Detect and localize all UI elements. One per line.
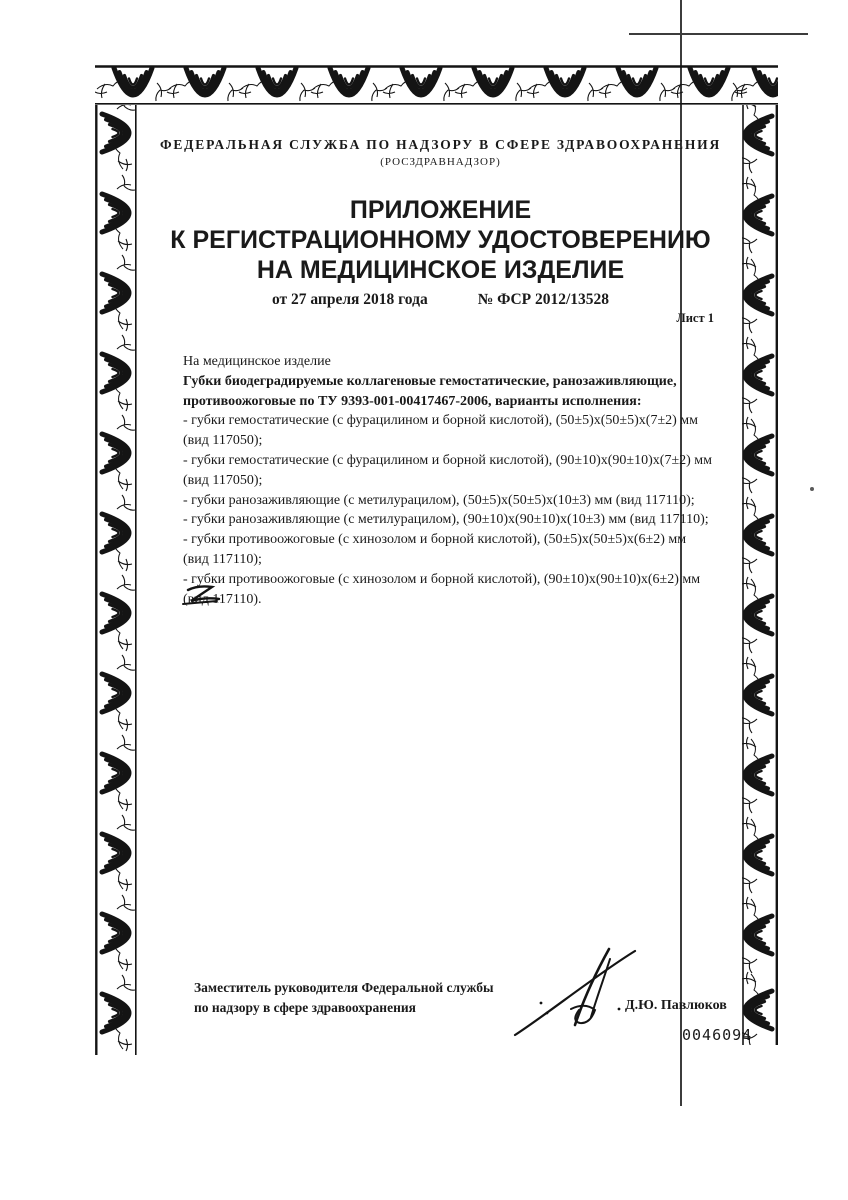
handwritten-signature-icon [511,943,651,1041]
certificate-border-top-icon [95,65,778,105]
form-serial-number: 0046094 [682,1026,753,1044]
issue-row [139,291,742,309]
registration-number: № ФСР 2012/13528 [477,291,610,308]
signer-name: Д.Ю. Павлюков [625,998,727,1013]
certificate-border-right-icon [742,105,778,1045]
device-name-line2: противоожоговые по ТУ 9393-001-00417467-2006, варианты исполнения: [183,393,642,409]
certificate-content [139,105,753,1055]
certificate-ornamental-frame [95,65,778,1055]
issue-date: от 27 апреля 2018 года [271,291,428,308]
document-title-line1: ПРИЛОЖЕНИЕ [349,196,532,224]
signer-title-line1: Заместитель руководителя Федеральной службы [194,980,494,995]
variant-line: - губки ранозаживляющие (с метилурацилом), (90±10)х(90±10)х(10±3) мм (вид 117110); [183,512,709,528]
variant-line: (вид 117110). [183,591,262,607]
agency-abbreviation: (РОСЗДРАВНАДЗОР) [380,156,501,168]
document-title-line3: НА МЕДИЦИНСКОЕ ИЗДЕЛИЕ [256,256,625,284]
scan-speck [810,487,814,491]
sheet-number: Лист 1 [676,311,714,325]
signer-title [194,978,494,1018]
variant-line: - губки ранозаживляющие (с метилурацилом), (50±5)х(50±5)х(10±3) мм (вид 117110); [183,492,695,508]
variant-line: - губки противоожоговые (с хинозолом и борной кислотой), (50±5)х(50±5)х(6±2) мм [183,532,687,548]
document-title [139,195,742,285]
variant-line: (вид 117110); [183,551,262,567]
variant-line: (вид 117050); [183,433,263,449]
variant-line: (вид 117050); [183,472,263,488]
variant-line: - губки противоожоговые (с хинозолом и борной кислотой), (90±10)х(90±10)х(6±2) мм [183,571,701,587]
device-description [183,352,740,609]
handwritten-mark-icon [181,582,227,612]
scan-fold-line-horizontal [629,33,808,35]
agency-name: ФЕДЕРАЛЬНАЯ СЛУЖБА ПО НАДЗОРУ В СФЕРЕ ЗДРАВООХРАНЕНИЯ [159,137,722,152]
device-name-line1: Губки биодеградируемые коллагеновые гемостатические, ранозаживляющие, [183,373,677,389]
document-title-line2: К РЕГИСТРАЦИОННОМУ УДОСТОВЕРЕНИЮ [170,226,711,254]
issuing-agency [139,137,742,168]
certificate-border-left-icon [95,105,137,1055]
signer-title-line2: по надзору в сфере здравоохранения [194,1000,416,1015]
variant-line: - губки гемостатические (с фурацилином и борной кислотой), (90±10)х(90±10)х(7±2) мм [183,452,713,468]
device-intro: На медицинское изделие [183,354,331,369]
variant-line: - губки гемостатические (с фурацилином и борной кислотой), (50±5)х(50±5)х(7±2) мм [183,413,699,429]
